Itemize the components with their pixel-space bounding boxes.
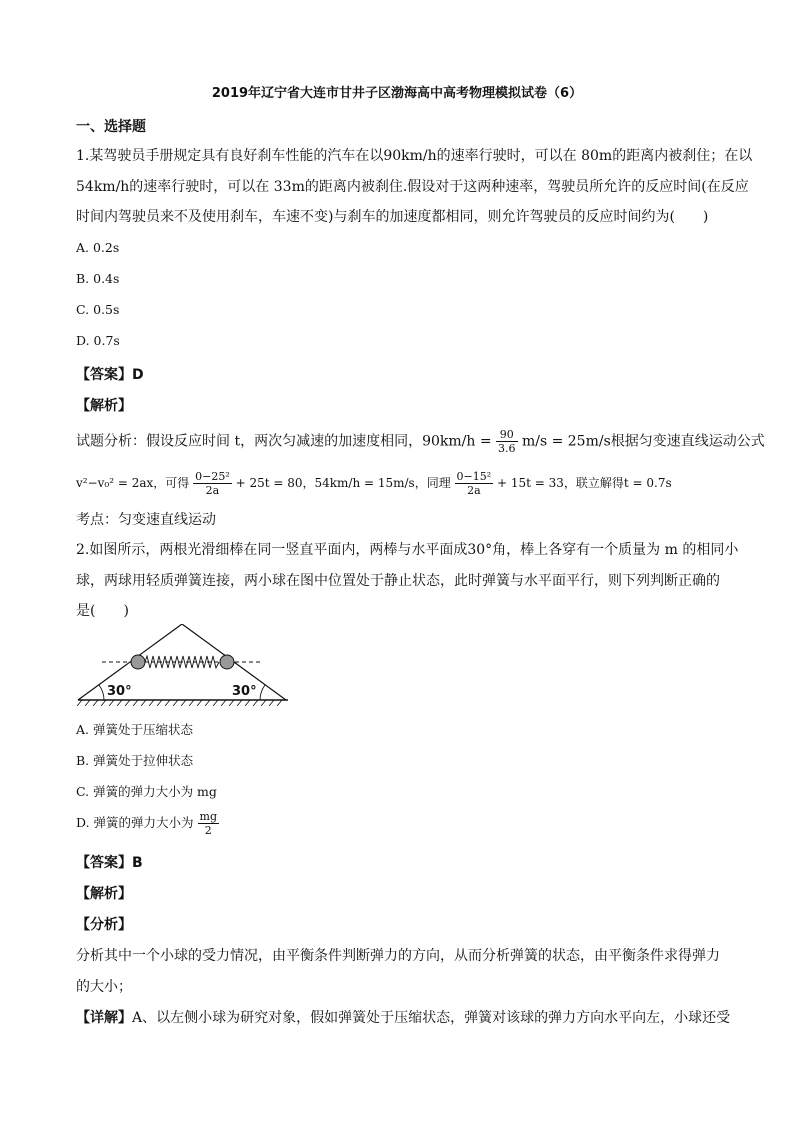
right-angle-arc	[260, 685, 265, 700]
q2-detail-line	[76, 1008, 730, 1028]
right-ball	[220, 655, 234, 669]
ground-hatching	[77, 700, 282, 706]
q2-option-c: C. 弹簧的弹力大小为 mg	[76, 784, 217, 799]
fraction-numerator: 0−15²	[456, 470, 492, 483]
fraction-denominator: 3.6	[498, 442, 516, 455]
q1-option-d: D. 0.7s	[76, 333, 120, 348]
q2-line-1: 2.如图所示，两根光滑细棒在同一竖直平面内，两棒与水平面成30°角，棒上各穿有一个质量为 m 的相同小	[76, 542, 739, 558]
q1-line-2: 54km/h的速率行驶时，可以在 33m的距离内被刹住.假设对于这两种速率，驾驶员所允许的反应时间(在反应	[76, 179, 749, 195]
q1-option-b: B. 0.4s	[76, 271, 120, 286]
q2-option-a: A. 弹簧处于压缩状态	[76, 722, 193, 737]
q2-fenxi-line-2: 的大小；	[76, 979, 132, 995]
right-angle-label: 30°	[232, 684, 257, 699]
q2-option-d	[76, 810, 219, 837]
fraction-90-3.6	[496, 428, 518, 455]
q1-analysis-text-3: + 25t = 80，54km/h = 15m/s，同理	[235, 476, 451, 490]
section-heading: 一、选择题	[76, 119, 146, 135]
left-angle-arc	[99, 685, 104, 700]
fraction-denominator: 2	[204, 824, 212, 837]
fraction-0-15sq-2a	[455, 470, 494, 497]
q2-detail-text: A、以左侧小球为研究对象，假如弹簧处于压缩状态，弹簧对该球的弹力方向水平向左，小球还受	[132, 1010, 731, 1026]
fraction-numerator: 0−25²	[195, 470, 230, 483]
q2-fenxi-tag: 【分析】	[76, 917, 132, 933]
q1-analysis-text-4: + 15t = 33，联立解得t = 0.7s	[497, 476, 672, 490]
q2-option-b: B. 弹簧处于拉伸状态	[76, 753, 194, 768]
q2-line-3: 是( )	[76, 603, 129, 619]
incline-spring-diagram	[76, 624, 296, 706]
q1-analysis-text-2: m/s = 25m/s根据匀变速直线运动公式	[521, 433, 765, 450]
q1-analysis-line-1	[76, 428, 765, 455]
q1-formula: v²−v₀² = 2ax，可得	[76, 476, 190, 490]
q2-option-d-text: D. 弹簧的弹力大小为	[76, 815, 194, 830]
fraction-mg-2	[198, 810, 219, 837]
fraction-denominator: 2a	[467, 484, 481, 497]
q1-analysis-tag: 【解析】	[76, 398, 132, 414]
q1-option-c: C. 0.5s	[76, 302, 120, 317]
q1-analysis-text-1: 试题分析：假设反应时间 t，两次匀减速的加速度相同，90km/h =	[76, 433, 492, 450]
left-angle-label: 30°	[107, 684, 132, 699]
fraction-0-25sq-2a	[193, 470, 232, 497]
q2-detail-tag: 【详解】	[76, 1010, 132, 1026]
q2-analysis-tag: 【解析】	[76, 886, 132, 902]
q1-answer: 【答案】D	[76, 367, 144, 383]
page-title: 2019年辽宁省大连市甘井子区渤海高中高考物理模拟试卷（6）	[211, 86, 583, 101]
q1-analysis-line-2	[76, 470, 672, 497]
fraction-denominator: 2a	[205, 484, 220, 497]
q2-line-2: 球，两球用轻质弹簧连接，两小球在图中位置处于静止状态，此时弹簧与水平面平行，则下列判断正确的	[76, 573, 720, 589]
fraction-numerator: mg	[199, 810, 217, 823]
fraction-numerator: 90	[496, 428, 518, 442]
q2-answer: 【答案】B	[76, 855, 143, 871]
q2-fenxi-line-1: 分析其中一个小球的受力情况，由平衡条件判断弹力的方向，从而分析弹簧的状态，由平衡条件求得弹力	[76, 948, 720, 964]
q1-line-1: 1.某驾驶员手册规定具有良好刹车性能的汽车在以90km/h的速率行驶时，可以在 80m的距离内被刹住；在以	[76, 148, 753, 164]
left-ball	[131, 655, 145, 669]
q1-line-3: 时间内驾驶员来不及使用刹车，车速不变)与刹车的加速度都相同，则允许驾驶员的反应时间约为( )	[76, 209, 709, 225]
q1-kaodian: 考点：匀变速直线运动	[76, 512, 216, 528]
q1-option-a: A. 0.2s	[76, 240, 120, 255]
